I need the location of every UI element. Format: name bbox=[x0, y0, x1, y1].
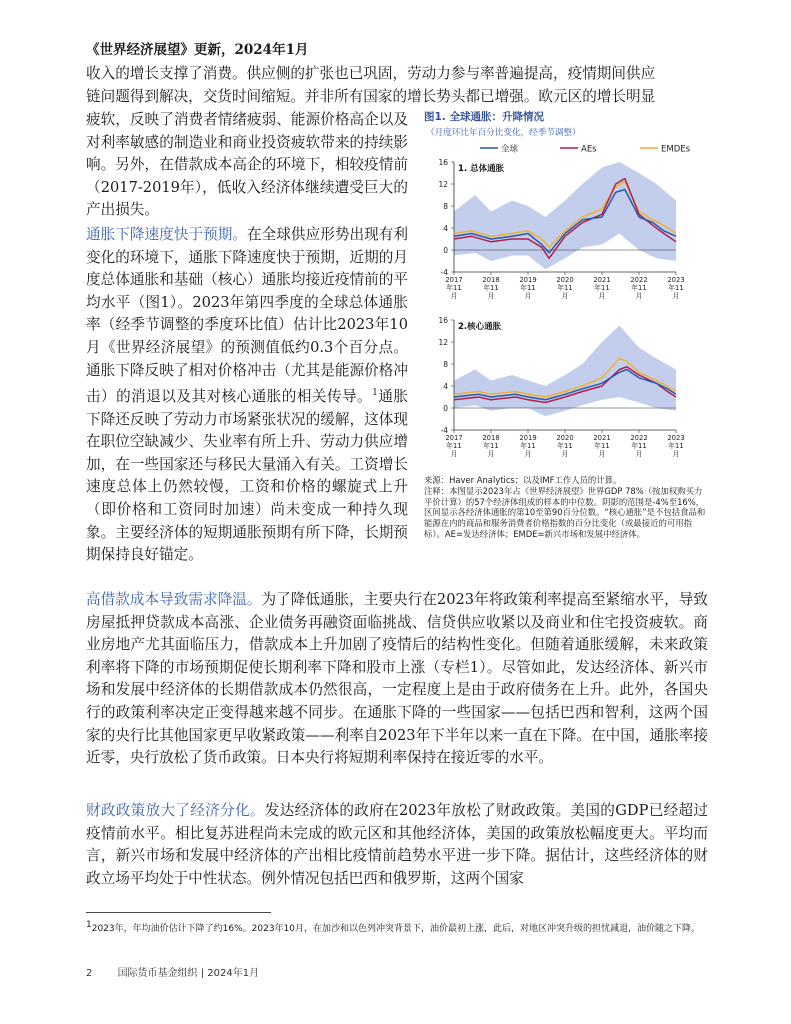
paragraph-lead: 财政政策放大了经济分化。 bbox=[86, 802, 265, 819]
footer-publisher: 国际货币基金组织 | 2024年1月 bbox=[117, 968, 260, 979]
paragraph-text: 为了降低通胀，主要央行在2023年将政策利率提高至紧缩水平，导致房屋抵押贷款成本高涨、企业债务再融资面临挑战、信贷供应收紧以及商业和住宅投资疲软。商业房地产尤其面临压力，借款成本上升加剧了疫情后的结构性变化。但随着通胀缓解，未来政策利率将下降的市场预期促使长期利率下降和股市上涨（专栏1）。尽管如此，发达经济体、新兴市场和发展中经济体的长期借款成本仍然很高，一定程度上是由于政府债务在上升。此外，各国央行的政策利率决定正变得越来越不同步。在通胀下降的一些国家——包括巴西和智利，这两个国家的央行比其他国家更早收紧政策——利率自2023年下半年以来一直在下降。在中国，通胀率接近零，央行放松了货币政策。日本央行将短期利率保持在接近零的水平。 bbox=[86, 591, 708, 767]
panel-headline-inflation bbox=[438, 158, 684, 300]
y-tick-label: 4 bbox=[443, 224, 448, 233]
x-tick-label: 2018 年11 月 bbox=[482, 276, 500, 300]
x-tick-label: 2018 年11 月 bbox=[482, 434, 500, 458]
paragraph-borrowing-costs bbox=[86, 589, 708, 770]
panel-title: 2.核心通胀 bbox=[458, 322, 502, 332]
legend-label-emdes: EMDEs bbox=[661, 144, 691, 155]
x-tick-label: 2020 年11 月 bbox=[556, 276, 574, 300]
y-tick-label: 16 bbox=[438, 316, 448, 325]
legend-label-global: 全球 bbox=[501, 144, 519, 155]
percentile-band bbox=[454, 326, 676, 417]
x-tick-label: 2021 年11 月 bbox=[593, 276, 611, 300]
footnote bbox=[86, 919, 708, 935]
footnote-reference[interactable]: 1 bbox=[372, 388, 378, 399]
figure-notes bbox=[424, 475, 710, 540]
y-tick-label: 12 bbox=[438, 180, 448, 189]
paragraph-1-rest: 疲软，反映了消费者情绪疲弱、能源价格高企以及对利率敏感的制造业和商业投资疲软带来的持续影响。另外，在借款成本高企的环境下，相较疫情前（2017-2019年），低收入经济体继续遭受巨大的产出损失。 bbox=[86, 111, 408, 219]
paragraph-lead: 高借款成本导致需求降温。 bbox=[86, 591, 262, 608]
figure-1 bbox=[424, 109, 714, 470]
paragraph-text: 发达经济体的政府在2023年放松了财政政策。美国的GDP已经超过疫情前水平。相比复苏进程尚未完成的欧元区和其他经济体，美国的政策放松幅度更大。平均而言，新兴市场和发展中经济体的产出相比疫情前趋势水平进一步下降。据估计，这些经济体的财政立场平均处于中性状态。例外情况包括巴西和俄罗斯，这两个国家 bbox=[86, 802, 708, 887]
paragraph-inflation bbox=[86, 224, 408, 567]
y-tick-label: -4 bbox=[440, 426, 448, 435]
footnote-text: 2023年，年均油价估计下降了约16%。2023年10月，在加沙和以色列冲突背景下，油价最初上涨，此后，对地区冲突升级的担忧减退，油价随之下降。 bbox=[91, 924, 701, 934]
figure-subtitle: （月度环比年百分比变化，经季节调整） bbox=[426, 128, 581, 138]
figure-note-text: 注释：本图显示2023年占《世界经济展望》世界GDP 78%（按加权购买力平价计算）的57个经济体组成的样本的中位数。阴影的范围是-4%至16%，区间显示各经济体通胀的第10至第90百分位数。“核心通胀”是不包括食品和能源在内的商品和服务消费者价格指数的百分比变化（或最接近的可用指标）。AE=发达经济体；EMDE=新兴市场和发展中经济体。 bbox=[424, 485, 706, 539]
panel-core-inflation bbox=[438, 316, 684, 458]
x-tick-label: 2021 年11 月 bbox=[593, 434, 611, 458]
running-header: 《世界经济展望》更新，2024年1月 bbox=[86, 42, 309, 58]
x-tick-label: 2019 年11 月 bbox=[519, 434, 537, 458]
y-tick-label: 8 bbox=[443, 202, 448, 211]
x-tick-label: 2022 年11 月 bbox=[630, 276, 648, 300]
x-tick-label: 2023 年11 月 bbox=[667, 434, 685, 458]
x-tick-label: 2017 年11 月 bbox=[445, 276, 463, 300]
panel-title: 1. 总体通胀 bbox=[458, 164, 505, 174]
x-tick-label: 2017 年11 月 bbox=[445, 434, 463, 458]
chart-legend bbox=[480, 144, 691, 155]
footnote-mark: 1 bbox=[86, 920, 92, 930]
x-tick-label: 2019 年11 月 bbox=[519, 276, 537, 300]
paragraph-text-continued: 通胀下降还反映了劳动力市场紧张状况的缓解，这体现在职位空缺减少、失业率有所上升、劳动力供应增加，在一些国家还与移民大量涌入有关。工资增长速度总体上仍然较慢，工资和价格的螺旋式上升（即价格和工资同时加速）尚未变成一种持久现象。主要经济体的短期通胀预期有所下降，长期预期保持良好锚定。 bbox=[86, 388, 408, 564]
y-tick-label: 0 bbox=[443, 246, 448, 255]
y-tick-label: 12 bbox=[438, 338, 448, 347]
y-tick-label: 4 bbox=[443, 382, 448, 391]
y-tick-label: 8 bbox=[443, 360, 448, 369]
paragraph-lead: 通胀下降速度快于预期。 bbox=[86, 226, 248, 243]
page-number: 2 bbox=[86, 968, 93, 979]
footnote-divider bbox=[86, 912, 271, 913]
y-tick-label: 16 bbox=[438, 158, 448, 167]
y-tick-label: 0 bbox=[443, 404, 448, 413]
figure-title: 图1. 全球通胀：升降情况 bbox=[424, 111, 544, 123]
paragraph-text: 在全球供应形势出现有利变化的环境下，通胀下降速度快于预期，近期的月度总体通胀和基础（核心）通胀均接近疫情前的平均水平（图1）。2023年第四季度的全球总体通胀率（经季节调整的季度环比值）估计比2023年10月《世界经济展望》的预测值低约0.3个百分点。通胀下降反映了相对价格冲击（尤其是能源价格冲击）的消退以及其对核心通胀的相关传导。 bbox=[86, 226, 408, 406]
figure-chart bbox=[424, 142, 710, 470]
x-tick-label: 2022 年11 月 bbox=[630, 434, 648, 458]
page-footer bbox=[86, 964, 259, 979]
legend-label-aes: AEs bbox=[581, 144, 597, 155]
x-tick-label: 2020 年11 月 bbox=[556, 434, 574, 458]
percentile-band bbox=[454, 162, 676, 269]
paragraph-fiscal-policy bbox=[86, 800, 708, 890]
figure-source: 来源：Haver Analytics；以及IMF工作人员的计算。 bbox=[424, 475, 622, 485]
paragraph-1-line-2: 链问题得到解决，交货时间缩短。并非所有国家的增长势头都已增强。欧元区的增长明显 bbox=[86, 88, 656, 105]
x-tick-label: 2023 年11 月 bbox=[667, 276, 685, 300]
y-tick-label: -4 bbox=[440, 268, 448, 277]
paragraph-1-line-1: 收入的增长支撑了消费。供应侧的扩张也已巩固，劳动力参与率普遍提高，疫情期间供应 bbox=[86, 65, 656, 82]
